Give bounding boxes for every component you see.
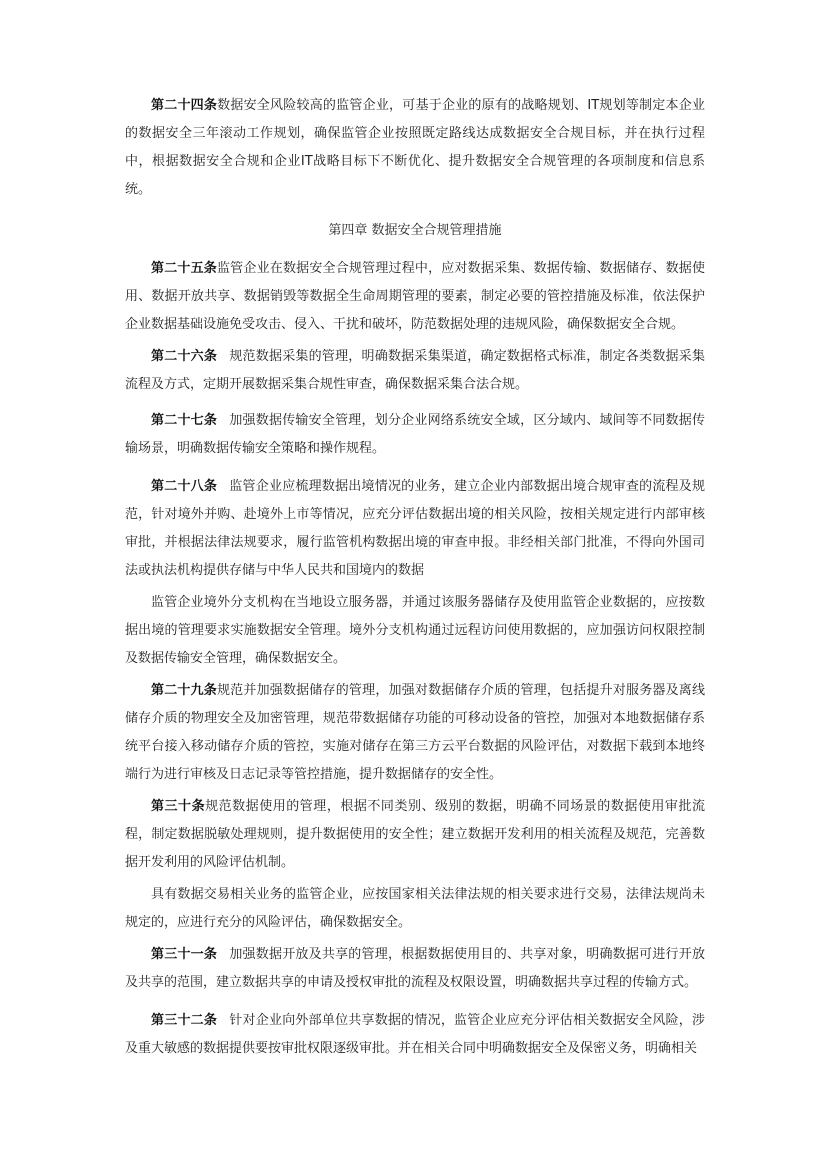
article-28-continuation bbox=[125, 589, 705, 673]
article-25-number: 第二十五条 bbox=[151, 261, 217, 276]
article-32-text: 针对企业向外部单位共享数据的情况，监管企业应充分评估相关数据安全风险，涉及重大敏感的数据提供要按审批权限逐级审批。并在相关合同中明确数据安全及保密义务，明确相关 bbox=[125, 1013, 705, 1056]
article-32-paragraph bbox=[125, 1007, 705, 1063]
article-25-paragraph bbox=[125, 255, 705, 339]
article-31-text: 加强数据开放及共享的管理，根据数据使用目的、共享对象，明确数据可进行开放及共享的范围，建立数据共享的申请及授权审批的流程及权限设置，明确数据共享过程的传输方式。 bbox=[125, 947, 705, 990]
article-28-paragraph bbox=[125, 473, 705, 585]
article-27-number: 第二十七条 bbox=[151, 413, 218, 428]
article-26-number: 第二十六条 bbox=[151, 349, 218, 364]
article-28-number: 第二十八条 bbox=[151, 479, 218, 494]
article-26-text: 规范数据采集的管理，明确数据采集渠道，确定数据格式标准，制定各类数据采集流程及方式，定期开展数据采集合规性审查，确保数据采集合法合规。 bbox=[125, 349, 705, 392]
article-30-paragraph bbox=[125, 793, 705, 877]
article-29-number: 第二十九条 bbox=[151, 683, 217, 698]
article-31-paragraph bbox=[125, 941, 705, 997]
article-32-number: 第三十二条 bbox=[151, 1013, 218, 1028]
article-29-paragraph bbox=[125, 677, 705, 789]
article-30b-text: 具有数据交易相关业务的监管企业，应按国家相关法律法规的相关要求进行交易，法律法规尚未规定的，应进行充分的风险评估，确保数据安全。 bbox=[125, 887, 705, 930]
article-31-number: 第三十一条 bbox=[151, 947, 218, 962]
article-30-text: 规范数据使用的管理，根据不同类别、级别的数据，明确不同场景的数据使用审批流程，制定数据脱敏处理规则，提升数据使用的安全性；建立数据开发利用的相关流程及规范，完善数据开发利用的风险评估机制。 bbox=[125, 799, 705, 870]
article-24-paragraph bbox=[125, 92, 705, 204]
chapter-heading: 第四章 数据安全合规管理措施 bbox=[328, 223, 502, 238]
article-27-paragraph bbox=[125, 407, 705, 463]
article-24-number: 第二十四条 bbox=[151, 98, 218, 113]
article-28b-text: 监管企业境外分支机构在当地设立服务器，并通过该服务器储存及使用监管企业数据的，应按数据出境的管理要求实施数据安全管理。境外分支机构通过远程访问使用数据的，应加强访问权限控制及数据传输安全管理，确保数据安全。 bbox=[125, 595, 705, 666]
article-24-text: 数据安全风险较高的监管企业，可基于企业的原有的战略规划、IT规划等制定本企业的数据安全三年滚动工作规划，确保监管企业按照既定路线达成数据安全合规目标，并在执行过程中，根据数据安全合规和企业IT战略目标下不断优化、提升数据安全合规管理的各项制度和信息系统。 bbox=[125, 98, 705, 197]
article-30-number: 第三十条 bbox=[151, 799, 206, 814]
article-26-paragraph bbox=[125, 343, 705, 399]
article-25-text: 监管企业在数据安全合规管理过程中，应对数据采集、数据传输、数据储存、数据使用、数据开放共享、数据销毁等数据全生命周期管理的要素，制定必要的管控措施及标准，依法保护企业数据基础设施免受攻击、侵入、干扰和破坏，防范数据处理的违规风险，确保数据安全合规。 bbox=[125, 261, 705, 332]
article-28-text: 监管企业应梳理数据出境情况的业务，建立企业内部数据出境合规审查的流程及规范，针对境外并购、赴境外上市等情况，应充分评估数据出境的相关风险，按相关规定进行内部审核审批，并根据法律法规要求，履行监管机构数据出境的审查申报。非经相关部门批准，不得向外国司法或执法机构提供存储与中华人民共和国境内的数据 bbox=[125, 479, 705, 578]
article-29-text: 规范并加强数据储存的管理，加强对数据储存介质的管理，包括提升对服务器及离线储存介质的物理安全及加密管理，规范带数据储存功能的可移动设备的管控，加强对本地数据储存系统平台接入移动储存介质的管控，实施对储存在第三方云平台数据的风险评估，对数据下载到本地终端行为进行审核及日志记录等管控措施，提升数据储存的安全性。 bbox=[125, 683, 705, 782]
article-30-continuation bbox=[125, 881, 705, 937]
article-27-text: 加强数据传输安全管理，划分企业网络系统安全域，区分域内、域间等不同数据传输场景，明确数据传输安全策略和操作规程。 bbox=[125, 413, 705, 456]
